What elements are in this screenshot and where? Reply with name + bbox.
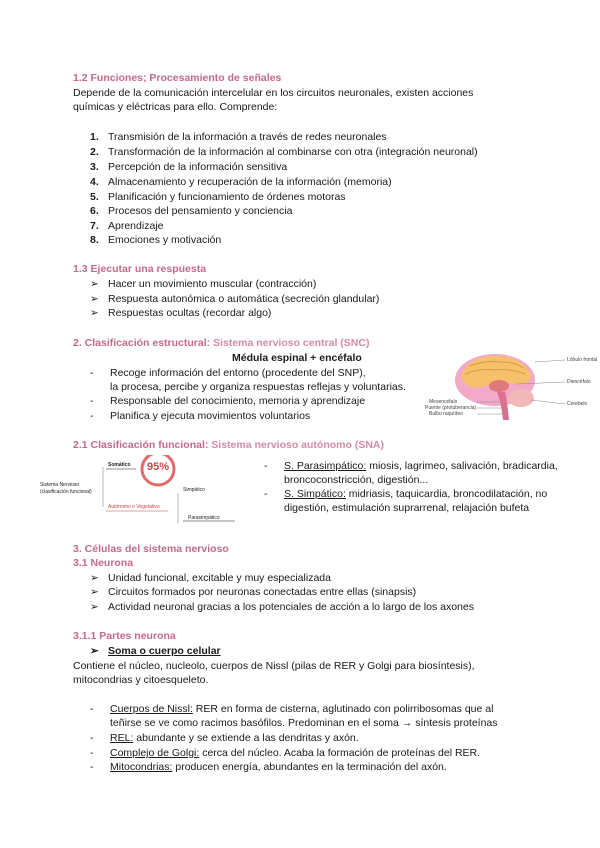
sna-left-sublabel: (clasificación funcional) [40,489,92,495]
list-item: ➢ Hacer un movimiento muscular (contracción) [90,278,317,290]
brain-label-bulbo: Bulbo raquídeo [429,411,463,417]
nissl-item-continuation: teñirse se ve como racimos basófilos. Predominan en el soma → síntesis proteínas [110,717,498,729]
sna-autonomo: Autónomo o Vegetativo [108,504,160,510]
list-item: 8. Emociones y motivación [90,234,222,246]
list-item-continuation: la procesa, percibe y organiza respuestas reflejas y voluntarias. [110,381,406,393]
list-item: 7. Aprendizaje [90,220,164,232]
mito-item: - Mitocondrias: producen energía, abundantes en la terminación del axón. [90,761,447,773]
list-item: 6. Procesos del pensamiento y conciencia [90,205,293,217]
simp-item-continuation: digestión, estimulación suprarrenal, relajación bufeta [284,502,530,514]
section-3-1-title: 3.1 Neurona [73,557,134,569]
list-item: 5. Planificación y funcionamiento de órdenes motoras [90,191,346,203]
section-2-subtitle: Médula espinal + encéfalo [232,352,362,364]
soma-paragraph-line2: mitocondrias y citoesqueleto. [73,674,209,686]
para-item: - S. Parasimpático: miosis, lagrimeo, salivación, bradicardia, [264,460,558,472]
list-item: ➢ Unidad funcional, excitable y muy especializada [90,572,331,584]
brain-label-mesencefalo: Mesencéfalo [429,399,458,405]
section-2-title: 2. Clasificación estructural: Sistema nervioso central (SNC) [73,337,370,349]
section-2-1-title: 2.1 Clasificación funcional: Sistema nervioso autónomo (SNA) [73,439,384,451]
golgi-item: - Complejo de Golgi: cerca del núcleo. Acaba la formación de proteínas del RER. [90,747,481,759]
rel-item: - REL: abundante y se extiende a las dendritas y axón. [90,732,359,744]
brain-figure [425,340,598,425]
list-item: - Recoge información del entorno (procedente del SNP), [90,367,366,379]
section-1-2-intro-line1: Depende de la comunicación intercelular en los circuitos neuronales, existen acciones [73,87,474,99]
list-item: ➢ Actividad neuronal gracias a los potenciales de acción a lo largo de los axones [90,601,474,613]
sna-somatico: Somático [108,462,131,468]
sna-simpatico: Simpático [183,487,205,493]
sna-percent: 95% [147,461,170,473]
soma-paragraph-line1: Contiene el núcleo, nucleolo, cuerpos de Nissl (pilas de RER y Golgi para biosíntesis), [73,660,475,672]
arrow-bullet-icon: ➢ [90,572,99,584]
arrow-bullet-icon: ➢ [90,586,99,598]
list-item: 3. Percepción de la información sensitiva [90,161,288,173]
arrow-bullet-icon: ➢ [90,307,99,319]
list-item: 4. Almacenamiento y recuperación de la información (memoria) [90,176,392,188]
arrow-bullet-icon: ➢ [90,293,99,305]
sna-left-label: Sistema Nervioso [40,482,80,488]
sna-diagram [38,455,263,530]
section-1-2-intro-line2: químicas y eléctricas para ello. Comprende: [73,101,278,113]
arrow-bullet-icon: ➢ [90,278,99,290]
nissl-item: - Cuerpos de Nissl: RER en forma de cisterna, aglutinado con polirribosomas que al [90,703,494,715]
list-item: - Responsable del conocimiento, memoria y aprendizaje [90,395,366,407]
section-3-title: 3. Células del sistema nervioso [73,543,229,555]
sna-parasimpatico: Parasimpático [188,515,220,521]
soma-heading: ➢ Soma o cuerpo celular [90,645,221,657]
brain-label-puente: Puente (protuberancia) [425,405,477,411]
brain-label-diencefalo: Diencéfalo [567,379,591,385]
list-item: 1. Transmisión de la información a través de redes neuronales [90,131,387,143]
section-3-1-1-title: 3.1.1 Partes neurona [73,630,176,642]
list-item: - Planifica y ejecuta movimientos voluntarios [90,410,311,422]
brain-label-cerebelo: Cerebelo [567,401,588,407]
list-item: ➢ Respuesta autonómica o automática (secreción glandular) [90,293,380,305]
list-item: 2. Transformación de la información al combinarse con otra (integración neuronal) [90,146,478,158]
arrow-bullet-icon: ➢ [90,645,99,657]
section-1-2-title: 1.2 Funciones; Procesamiento de señales [73,72,282,84]
section-1-3-title: 1.3 Ejecutar una respuesta [73,263,207,275]
para-item-continuation: broncoconstricción, digestión... [284,474,429,486]
brain-label-frontal: Lóbulo frontal [567,357,598,363]
list-item: ➢ Respuestas ocultas (recordar algo) [90,307,272,319]
arrow-bullet-icon: ➢ [90,601,99,613]
list-item: ➢ Circuitos formados por neuronas conectadas entre ellas (sinapsis) [90,586,417,598]
simp-item: - S. Simpático: midriasis, taquicardia, broncodilatación, no [264,488,548,500]
